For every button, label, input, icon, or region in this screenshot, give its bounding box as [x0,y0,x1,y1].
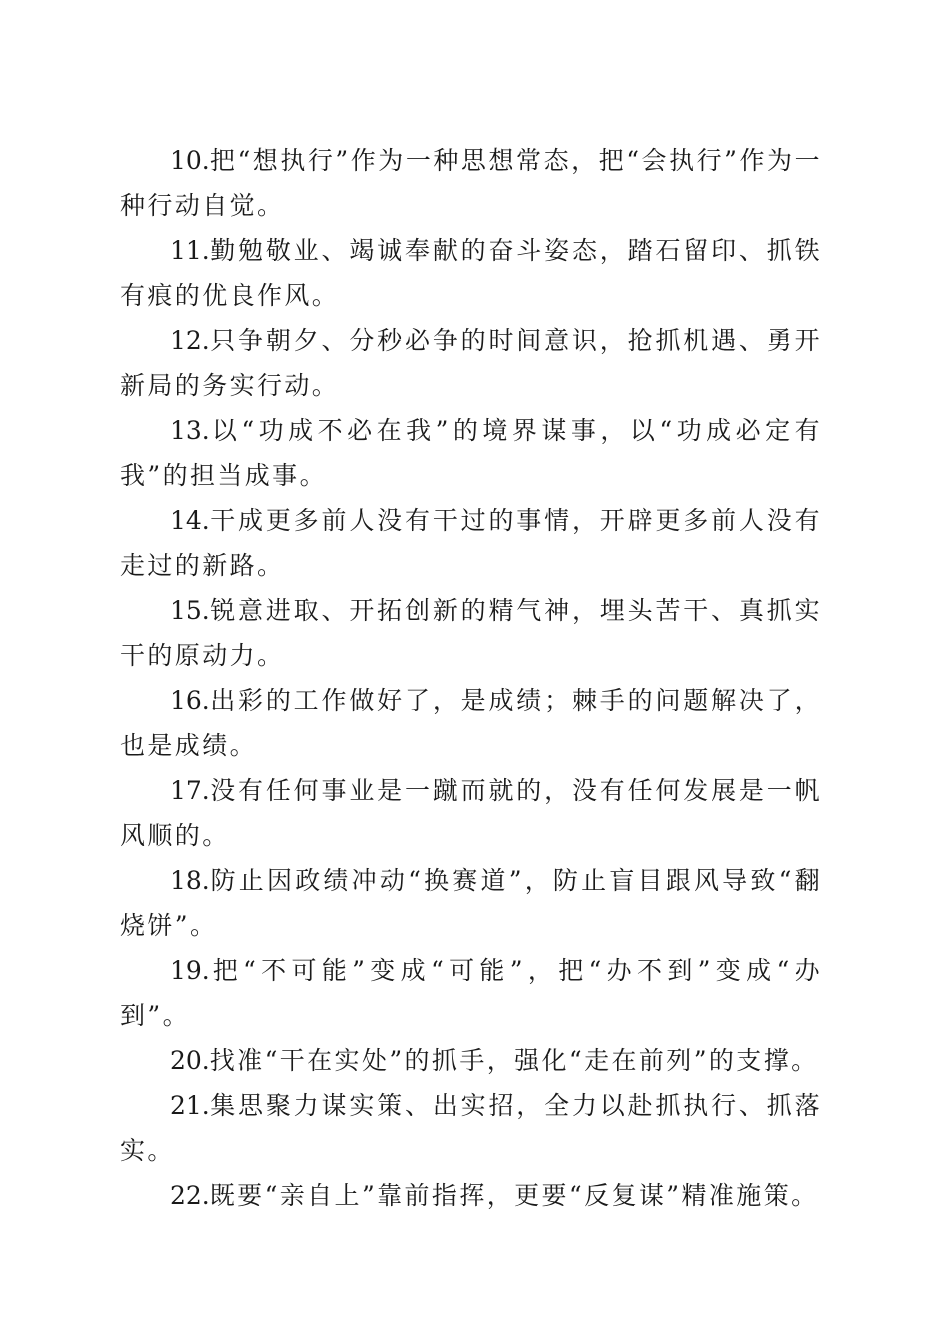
list-item [120,228,822,318]
item-number: 10. [170,146,210,175]
list-item [120,318,822,408]
item-number: 13. [170,416,210,445]
list-item [120,1173,822,1218]
item-text: 把“不可能”变成“可能”，把“办不到”变成“办到”。 [120,956,822,1030]
item-number: 20. [170,1046,210,1075]
item-number: 11. [170,236,210,265]
list-item [120,678,822,768]
list-item [120,408,822,498]
list-item [120,858,822,948]
item-text: 勤勉敬业、竭诚奉献的奋斗姿态，踏石留印、抓铁有痕的优良作风。 [120,236,822,310]
item-number: 19. [170,956,210,985]
item-text: 防止因政绩冲动“换赛道”，防止盲目跟风导致“翻烧饼”。 [120,866,822,940]
item-number: 12. [170,326,210,355]
document-body [120,138,822,1218]
item-number: 22. [170,1181,210,1210]
item-number: 15. [170,596,210,625]
item-text: 锐意进取、开拓创新的精气神，埋头苦干、真抓实干的原动力。 [120,596,822,670]
list-item [120,138,822,228]
item-number: 17. [170,776,210,805]
item-text: 干成更多前人没有干过的事情，开辟更多前人没有走过的新路。 [120,506,822,580]
list-item [120,1083,822,1173]
list-item [120,948,822,1038]
item-number: 16. [170,686,210,715]
item-text: 以“功成不必在我”的境界谋事，以“功成必定有我”的担当成事。 [120,416,822,490]
item-text: 只争朝夕、分秒必争的时间意识，抢抓机遇、勇开新局的务实行动。 [120,326,822,400]
item-text: 没有任何事业是一蹴而就的，没有任何发展是一帆风顺的。 [120,776,822,850]
list-item [120,588,822,678]
item-number: 14. [170,506,210,535]
item-text: 既要“亲自上”靠前指挥，更要“反复谋”精准施策。 [209,1181,819,1210]
item-text: 找准“干在实处”的抓手，强化“走在前列”的支撑。 [209,1046,819,1075]
item-number: 21. [170,1091,210,1120]
item-text: 出彩的工作做好了，是成绩；棘手的问题解决了，也是成绩。 [120,686,822,760]
item-number: 18. [170,866,210,895]
list-item [120,768,822,858]
item-text: 把“想执行”作为一种思想常态，把“会执行”作为一种行动自觉。 [120,146,822,220]
list-item [120,498,822,588]
list-item [120,1038,822,1083]
item-text: 集思聚力谋实策、出实招，全力以赴抓执行、抓落实。 [120,1091,822,1165]
